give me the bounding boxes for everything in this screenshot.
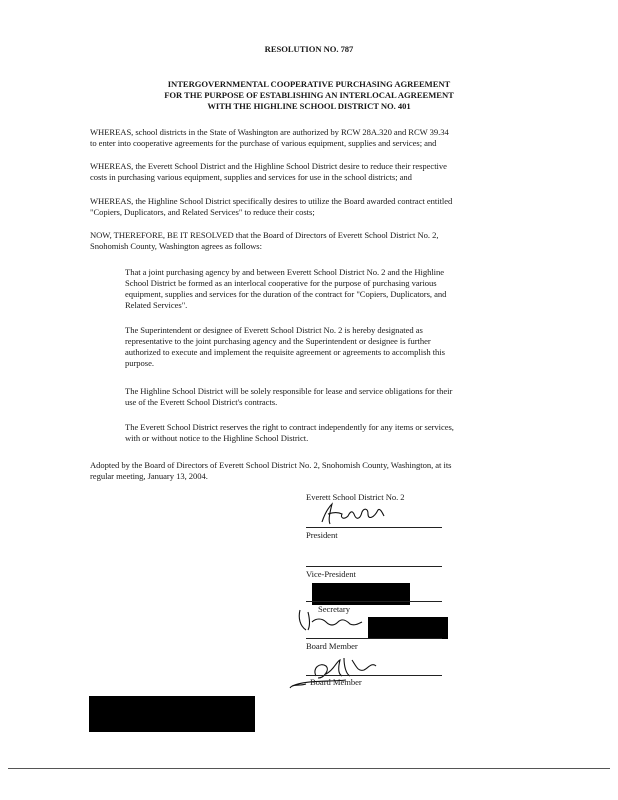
- adopted-line-2: regular meeting, January 13, 2004.: [90, 471, 208, 481]
- clause-2-line-4: purpose.: [125, 358, 154, 368]
- president-signature-icon: [318, 500, 388, 528]
- whereas-3-line-2: "Copiers, Duplicators, and Related Services" to reduce their costs;: [90, 207, 315, 217]
- whereas-2-line-1: WHEREAS, the Everett School District and the Highline School District desire to reduce their respective: [90, 161, 447, 171]
- clause-2-line-2: representative to the joint purchasing agency and the Superintendent or designee is further: [125, 336, 431, 346]
- resolved-line-1: NOW, THEREFORE, BE IT RESOLVED that the Board of Directors of Everett School District No. 2,: [90, 230, 439, 240]
- whereas-1-line-2: to enter into cooperative agreements for the purchase of various equipment, supplies and services; and: [90, 138, 437, 148]
- board-member-2-signature-line: [306, 675, 442, 676]
- board-member-1-label: Board Member: [306, 641, 358, 651]
- vice-president-signature-line: [306, 566, 442, 567]
- clause-4-line-1: The Everett School District reserves the right to contract independently for any items or services,: [125, 422, 454, 432]
- clause-4-line-2: with or without notice to the Highline School District.: [125, 433, 309, 443]
- clause-3-line-2: use of the Everett School District's contracts.: [125, 397, 278, 407]
- clause-1-line-2: School District be formed as an interlocal cooperative for the purpose of purchasing various: [125, 278, 437, 288]
- board-member-2-label: Board Member: [310, 677, 362, 687]
- clause-1-line-4: Related Services".: [125, 300, 188, 310]
- resolution-number: RESOLUTION NO. 787: [264, 44, 354, 54]
- secretary-signature-line: [306, 601, 442, 602]
- board-member-1-signature-line: [306, 638, 442, 639]
- president-label: President: [306, 530, 338, 540]
- resolved-line-2: Snohomish County, Washington agrees as follows:: [90, 241, 262, 251]
- clause-1-line-1: That a joint purchasing agency by and between Everett School District No. 2 and the Highline: [125, 267, 445, 277]
- heading-line-1: INTERGOVERNMENTAL COOPERATIVE PURCHASING AGREEMENT: [167, 79, 451, 89]
- redaction-box-2: [368, 617, 448, 639]
- heading-line-3: WITH THE HIGHLINE SCHOOL DISTRICT NO. 401: [207, 101, 411, 111]
- page-bottom-rule: [8, 768, 610, 769]
- vice-president-label: Vice-President: [306, 569, 356, 579]
- president-signature-line: [306, 527, 442, 528]
- redaction-box-3: [89, 696, 255, 732]
- secretary-label: Secretary: [318, 604, 350, 614]
- clause-3-line-1: The Highline School District will be solely responsible for lease and service obligations for their: [125, 386, 453, 396]
- whereas-3-line-1: WHEREAS, the Highline School District specifically desires to utilize the Board awarded contract entitled: [90, 196, 453, 206]
- whereas-1-line-1: WHEREAS, school districts in the State of Washington are authorized by RCW 28A.320 and RCW 39.34: [90, 127, 449, 137]
- whereas-2-line-2: costs in purchasing various equipment, supplies and services for use in the school districts; and: [90, 172, 412, 182]
- signature-org: Everett School District No. 2: [306, 492, 405, 502]
- board-member-1-signature-icon: [296, 604, 376, 634]
- adopted-line-1: Adopted by the Board of Directors of Everett School District No. 2, Snohomish County, Washington, at its: [90, 460, 452, 470]
- clause-2-line-1: The Superintendent or designee of Everett School District No. 2 is hereby designated as: [125, 325, 423, 335]
- clause-2-line-3: authorized to execute and implement the requisite agreement or agreements to accomplish this: [125, 347, 445, 357]
- heading-line-2: FOR THE PURPOSE OF ESTABLISHING AN INTERLOCAL AGREEMENT: [164, 90, 454, 100]
- clause-1-line-3: equipment, supplies and services for the duration of the contract for "Copiers, Duplicators, and: [125, 289, 447, 299]
